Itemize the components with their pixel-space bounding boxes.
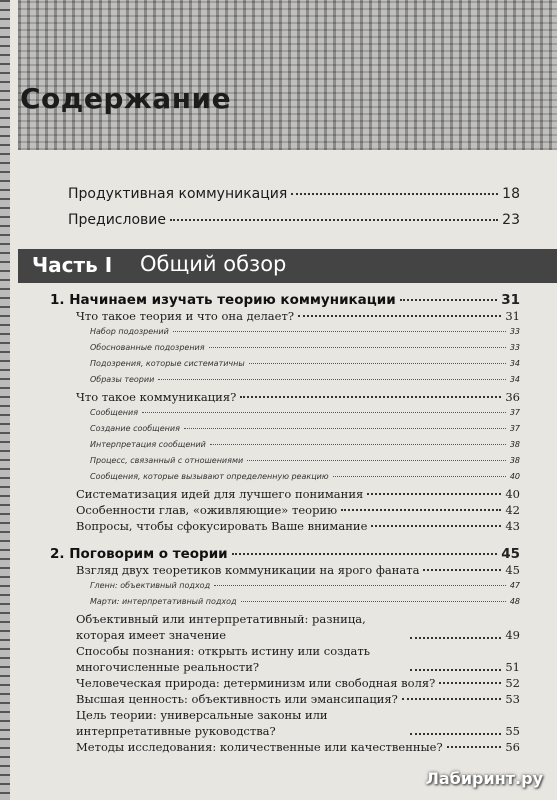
page-number: 48 [509,597,520,606]
page-number: 45 [501,546,520,562]
entry-title: Особенности глав, «оживляющие» теорию [76,503,338,517]
page-number: 56 [505,740,520,754]
dot-leader [291,193,498,195]
dot-leader [209,347,506,348]
dot-leader [371,525,501,527]
entry-title: Предисловие [68,212,166,228]
section-entry [50,308,520,324]
entry-title: Систематизация идей для лучшего понимания [76,487,364,501]
section-entry [50,643,520,675]
page-number: 52 [505,676,520,690]
subsection-entry [50,437,520,453]
dot-leader [240,396,501,398]
part-label: Часть I [32,253,113,277]
entry-title: Взгляд двух теоретиков коммуникации на ярого фаната [76,563,420,577]
entry-title: Методы исследования: количественные или качественные? [76,740,443,754]
section-entry [50,502,520,518]
page-number: 34 [509,359,520,368]
entry-title: 2. Поговорим о теории [50,546,228,562]
subsection-entry [50,372,520,388]
page-number: 34 [509,375,520,384]
dot-leader [333,476,506,477]
toc-entry [68,186,520,202]
section-entry [50,675,520,691]
page-number: 33 [509,343,520,352]
chapter-entry [50,292,520,308]
page-number: 45 [505,563,520,577]
page-number: 37 [509,408,520,417]
chapter-entry [50,546,520,562]
dot-leader [173,331,506,332]
dot-leader [298,315,501,317]
dot-leader [232,553,498,555]
page-number: 51 [505,660,520,674]
page-number: 31 [505,309,520,323]
subsection-entry [50,594,520,610]
page-number: 42 [505,503,520,517]
page-number: 38 [509,456,520,465]
part-banner [18,249,557,283]
page-number: 40 [505,487,520,501]
dot-leader [170,219,498,221]
dot-leader [341,509,501,511]
page-title: Содержание [20,82,232,115]
header-texture [18,0,557,150]
toc-entry [68,212,520,228]
dot-leader [447,746,502,748]
entry-title: Сообщения [90,408,139,417]
entry-title: Сообщения, которые вызывают определенную реакцию [90,472,329,481]
page-number: 47 [509,581,520,590]
page-number: 37 [509,424,520,433]
page-number: 49 [505,628,520,642]
entry-title: Что такое коммуникация? [76,390,237,404]
table-of-contents [50,290,520,755]
page-number: 36 [505,390,520,404]
subsection-entry [50,578,520,594]
dot-leader [423,569,501,571]
page-number: 38 [509,440,520,449]
entry-title: Высшая ценность: объективность или эмансипация? [76,692,398,706]
page-number: 31 [501,292,520,308]
entry-title: Марти: интерпретативный подход [90,597,237,606]
subsection-entry [50,324,520,340]
dot-leader [402,698,502,700]
dot-leader [439,682,501,684]
subsection-entry [50,421,520,437]
dot-leader [184,428,506,429]
section-entry [50,518,520,534]
entry-title: Набор подозрений [90,327,169,336]
section-entry [50,389,520,405]
subsection-entry [50,453,520,469]
dot-leader [214,585,506,586]
page-number: 53 [505,692,520,706]
entry-title: Вопросы, чтобы сфокусировать Ваше внимание [76,519,368,533]
entry-title: Человеческая природа: детерминизм или свободная воля? [76,676,436,690]
subsection-entry [50,405,520,421]
entry-title: Создание сообщения [90,424,180,433]
entry-title: 1. Начинаем изучать теорию коммуникации [50,292,396,308]
watermark: Лабиринт.ру [425,769,543,788]
entry-title: Интерпретация сообщений [90,440,206,449]
subsection-entry [50,469,520,485]
section-entry [50,739,520,755]
entry-title: Способы познания: открыть истину или создать многочисленные реальности? [76,644,370,674]
section-entry [50,486,520,502]
page-number: 23 [502,212,520,228]
dot-leader [410,637,501,639]
part-title: Общий обзор [140,252,287,276]
entry-title: Что такое теория и что она делает? [76,309,294,323]
page-number: 55 [505,724,520,738]
page-number: 40 [509,472,520,481]
entry-title: Объективный или интерпретативный: разница, которая имеет значение [76,612,366,642]
entry-title: Обоснованные подозрения [90,343,205,352]
entry-title: Гленн: объективный подход [90,581,211,590]
dot-leader [210,444,506,445]
entry-title: Образы теории [90,375,155,384]
entry-title: Цель теории: универсальные законы или интерпретативные руководства? [76,708,328,738]
spiral-binding [0,0,10,800]
entry-title: Подозрения, которые систематичны [90,359,245,368]
dot-leader [410,669,501,671]
entry-title: Процесс, связанный с отношениями [90,456,244,465]
dot-leader [241,601,506,602]
dot-leader [249,363,506,364]
page-number: 18 [502,186,520,202]
front-matter [68,186,520,238]
dot-leader [158,379,506,380]
page-number: 33 [509,327,520,336]
dot-leader [367,493,501,495]
dot-leader [400,299,497,301]
section-entry [50,707,520,739]
dot-leader [142,412,506,413]
subsection-entry [50,356,520,372]
section-entry [50,691,520,707]
subsection-entry [50,340,520,356]
entry-title: Продуктивная коммуникация [68,186,288,202]
dot-leader [247,460,506,461]
section-entry [50,611,520,643]
dot-leader [410,733,501,735]
section-entry [50,562,520,578]
page-number: 43 [505,519,520,533]
